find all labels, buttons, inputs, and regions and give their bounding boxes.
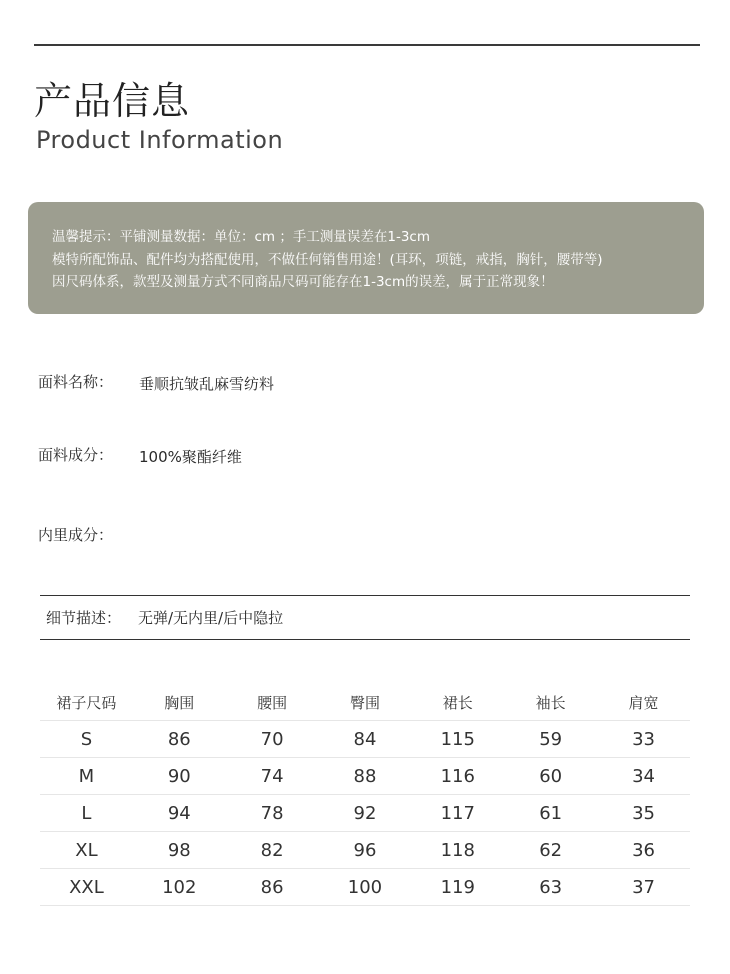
header-shoulder: 肩宽 bbox=[597, 684, 690, 721]
table-cell: 59 bbox=[504, 721, 597, 758]
table-cell: 98 bbox=[133, 832, 226, 869]
fabric-composition-label: 面料成分： bbox=[38, 446, 114, 464]
table-row bbox=[40, 758, 690, 795]
table-cell: 117 bbox=[411, 795, 504, 832]
table-cell: 100 bbox=[319, 869, 412, 906]
size-cell: M bbox=[40, 758, 133, 795]
notice-box bbox=[28, 202, 704, 314]
table-header-row bbox=[40, 684, 690, 721]
table-cell: 82 bbox=[226, 832, 319, 869]
fabric-name-label: 面料名称： bbox=[38, 373, 114, 391]
header-skirt-length: 裙长 bbox=[411, 684, 504, 721]
table-cell: 33 bbox=[597, 721, 690, 758]
table-cell: 37 bbox=[597, 869, 690, 906]
table-row bbox=[40, 869, 690, 906]
header-size: 裙子尺码 bbox=[40, 684, 133, 721]
table-cell: 86 bbox=[133, 721, 226, 758]
top-divider bbox=[34, 44, 700, 46]
size-cell: XXL bbox=[40, 869, 133, 906]
table-cell: 84 bbox=[319, 721, 412, 758]
table-row bbox=[40, 832, 690, 869]
table-cell: 94 bbox=[133, 795, 226, 832]
table-cell: 102 bbox=[133, 869, 226, 906]
table-cell: 70 bbox=[226, 721, 319, 758]
fabric-composition-value: 100%聚酯纤维 bbox=[139, 448, 242, 466]
detail-label: 细节描述： bbox=[46, 609, 122, 627]
notice-line: 因尺码体系，款型及测量方式不同商品尺码可能存在1-3cm的误差，属于正常现象！ bbox=[52, 274, 554, 290]
table-cell: 74 bbox=[226, 758, 319, 795]
table-cell: 90 bbox=[133, 758, 226, 795]
fabric-name-value: 垂顺抗皱乱麻雪纺料 bbox=[139, 375, 275, 393]
table-cell: 34 bbox=[597, 758, 690, 795]
table-cell: 96 bbox=[319, 832, 412, 869]
size-cell: L bbox=[40, 795, 133, 832]
header-waist: 腰围 bbox=[226, 684, 319, 721]
size-cell: XL bbox=[40, 832, 133, 869]
table-cell: 78 bbox=[226, 795, 319, 832]
table-cell: 63 bbox=[504, 869, 597, 906]
table-cell: 92 bbox=[319, 795, 412, 832]
table-row bbox=[40, 721, 690, 758]
size-table bbox=[40, 684, 690, 906]
size-cell: S bbox=[40, 721, 133, 758]
table-cell: 86 bbox=[226, 869, 319, 906]
notice-line: 温馨提示：平铺测量数据：单位：cm ；手工测量误差在1-3cm bbox=[52, 229, 430, 245]
header-hip: 臀围 bbox=[319, 684, 412, 721]
table-cell: 62 bbox=[504, 832, 597, 869]
table-cell: 119 bbox=[411, 869, 504, 906]
detail-top-divider bbox=[40, 595, 690, 596]
detail-value: 无弹/无内里/后中隐拉 bbox=[138, 609, 284, 627]
table-cell: 115 bbox=[411, 721, 504, 758]
table-cell: 60 bbox=[504, 758, 597, 795]
table-row bbox=[40, 795, 690, 832]
table-cell: 35 bbox=[597, 795, 690, 832]
table-cell: 116 bbox=[411, 758, 504, 795]
table-cell: 61 bbox=[504, 795, 597, 832]
table-cell: 118 bbox=[411, 832, 504, 869]
header-sleeve-length: 袖长 bbox=[504, 684, 597, 721]
page-title: 产品信息 bbox=[34, 79, 191, 123]
table-cell: 36 bbox=[597, 832, 690, 869]
lining-composition-label: 内里成分： bbox=[38, 526, 114, 544]
notice-line: 模特所配饰品、配件均为搭配使用，不做任何销售用途！(耳环，项链，戒指，胸针，腰带等) bbox=[52, 251, 603, 268]
table-cell: 88 bbox=[319, 758, 412, 795]
header-bust: 胸围 bbox=[133, 684, 226, 721]
page-subtitle: Product Information bbox=[36, 126, 284, 154]
detail-bottom-divider bbox=[40, 639, 690, 640]
